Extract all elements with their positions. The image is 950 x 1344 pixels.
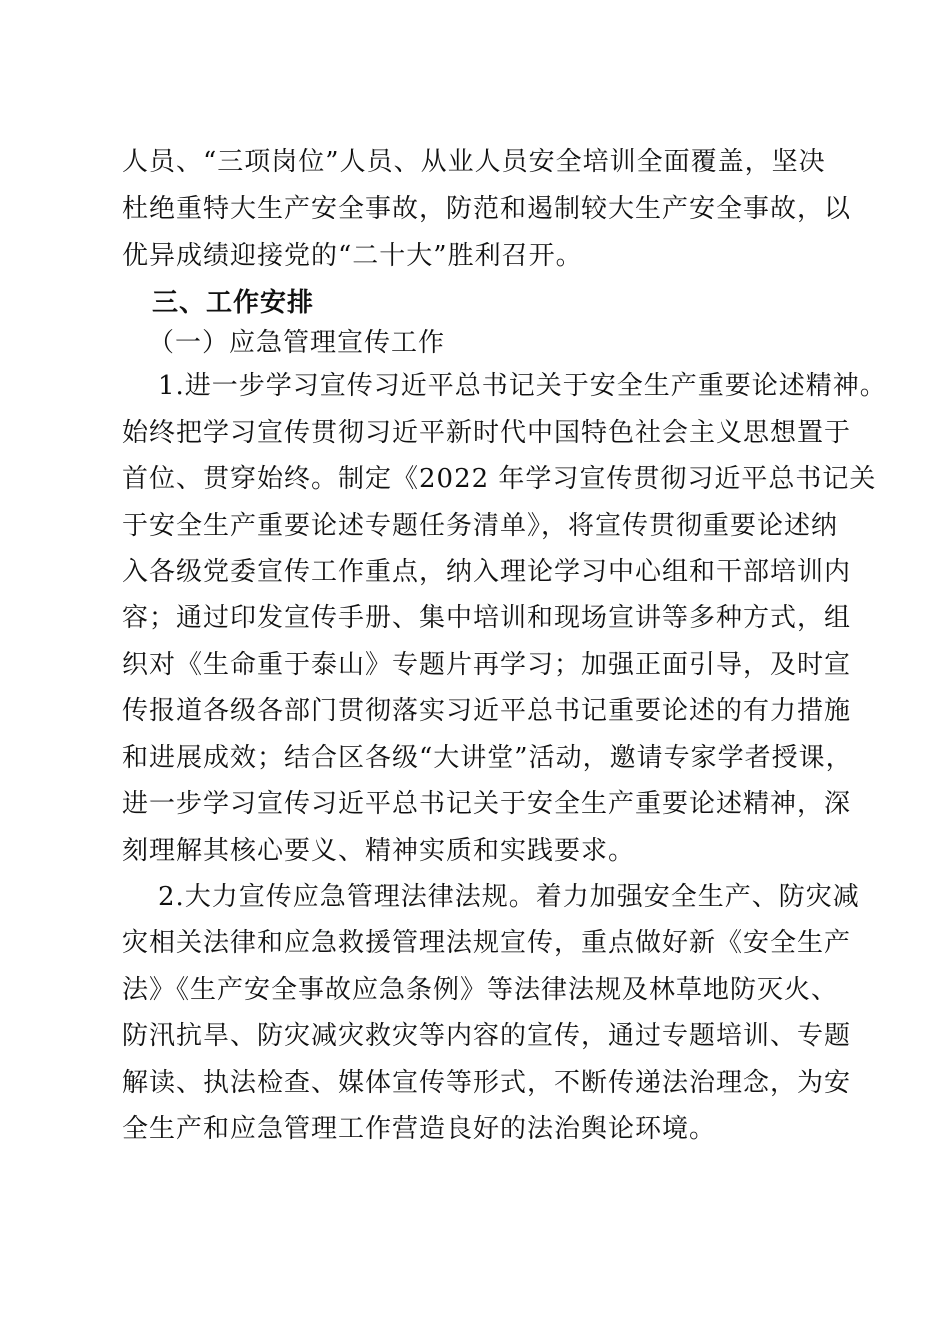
body-text-line: 和进展成效；结合区各级“大讲堂”活动，邀请专家学者授课， (122, 743, 853, 773)
body-text-line: 容；通过印发宣传手册、集中培训和现场宣讲等多种方式，组 (122, 603, 852, 633)
body-text-line: 法》《生产安全事故应急条例》等法律法规及林草地防灭火、 (122, 975, 839, 1005)
body-text-line: 解读、执法检查、媒体宣传等形式，不断传递法治理念，为安 (122, 1068, 852, 1098)
body-text-line: 杜绝重特大生产安全事故，防范和遏制较大生产安全事故，以 (122, 194, 852, 224)
subsection-heading: （一）应急管理宣传工作 (148, 328, 446, 358)
body-text-line: 人员、“三项岗位”人员、从业人员安全培训全面覆盖，坚决 (122, 147, 826, 177)
body-text-line: 织对《生命重于泰山》专题片再学习；加强正面引导，及时宣 (122, 650, 852, 680)
body-text-line: 传报道各级各部门贯彻落实习近平总书记重要论述的有力措施 (122, 696, 852, 726)
paragraph-first-line: 1.进一步学习宣传习近平总书记关于安全生产重要论述精神。 (158, 371, 887, 401)
body-text-line: 灾相关法律和应急救援管理法规宣传，重点做好新《安全生产 (122, 928, 852, 958)
body-text-line: 始终把学习宣传贯彻习近平新时代中国特色社会主义思想置于 (122, 418, 852, 448)
body-text-line: 全生产和应急管理工作营造良好的法治舆论环境。 (122, 1114, 717, 1144)
body-text-line: 首位、贯穿始终。制定《2022 年学习宣传贯彻习近平总书记关 (122, 464, 877, 494)
body-text-line: 优异成绩迎接党的“二十大”胜利召开。 (122, 241, 583, 271)
section-heading: 三、工作安排 (152, 288, 315, 318)
body-text-line: 于安全生产重要论述专题任务清单》，将宣传贯彻重要论述纳 (122, 511, 839, 541)
paragraph-first-line: 2.大力宣传应急管理法律法规。着力加强安全生产、防灾减 (158, 882, 860, 912)
body-text-line: 入各级党委宣传工作重点，纳入理论学习中心组和干部培训内 (122, 557, 852, 587)
body-text-line: 刻理解其核心要义、精神实质和实践要求。 (122, 836, 636, 866)
body-text-line: 进一步学习宣传习近平总书记关于安全生产重要论述精神，深 (122, 789, 852, 819)
body-text-line: 防汛抗旱、防灾减灾救灾等内容的宣传，通过专题培训、专题 (122, 1021, 852, 1051)
